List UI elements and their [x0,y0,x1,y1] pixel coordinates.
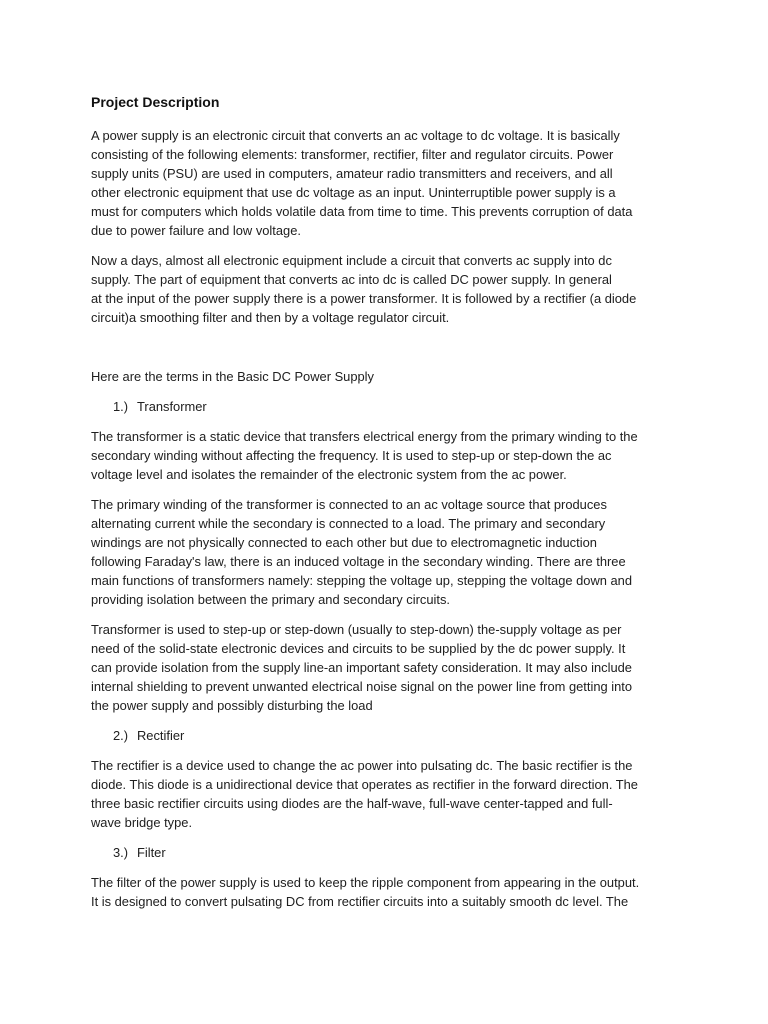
paragraph-line: Transformer is used to step-up or step-down (usually to step-down) the-supply voltage as per [91,622,622,637]
paragraph-line: need of the solid-state electronic devices and circuits to be supplied by the dc power supply. It [91,641,626,656]
paragraph-line: providing isolation between the primary and secondary circuits. [91,592,450,607]
paragraph-line: circuit)a smoothing filter and then by a voltage regulator circuit. [91,310,450,325]
paragraph-line: other electronic equipment that use dc voltage as an input. Uninterruptible power supply is a [91,185,616,200]
page-title: Project Description [91,94,220,110]
paragraph-line: the power supply and possibly disturbing the load [91,698,373,713]
list-item-label: Filter [137,845,166,860]
paragraph-line: It is designed to convert pulsating DC from rectifier circuits into a suitably smooth dc level. The [91,894,629,909]
paragraph-line: diode. This diode is a unidirectional device that operates as rectifier in the forward direction. The [91,777,638,792]
list-item-label: Transformer [137,399,207,414]
paragraph-line: consisting of the following elements: transformer, rectifier, filter and regulator circuits. Power [91,147,614,162]
paragraph-line: Here are the terms in the Basic DC Power Supply [91,369,374,384]
paragraph-line: internal shielding to prevent unwanted electrical noise signal on the power line from getting into [91,679,633,694]
list-item-label: Rectifier [137,728,185,743]
list-item-heading [91,843,691,862]
list-item-heading [91,726,691,745]
list-item-number: 3.) [113,845,129,860]
paragraph-line: must for computers which holds volatile data from time to time. This prevents corruption of data [91,204,633,219]
paragraph-line: following Faraday's law, there is an induced voltage in the secondary winding. There are three [91,554,626,569]
paragraph-line: The filter of the power supply is used to keep the ripple component from appearing in the output. [91,875,640,890]
paragraph-line: supply units (PSU) are used in computers, amateur radio transmitters and receivers, and all [91,166,613,181]
document-page [91,93,691,922]
paragraph-line: due to power failure and low voltage. [91,223,301,238]
paragraph-line: three basic rectifier circuits using diodes are the half-wave, full-wave center-tapped and full- [91,796,613,811]
paragraph [91,251,691,327]
paragraph-line: The primary winding of the transformer is connected to an ac voltage source that produces [91,497,607,512]
paragraph [91,427,691,484]
paragraph-line: The rectifier is a device used to change the ac power into pulsating dc. The basic rectifier is the [91,758,633,773]
document-body [91,126,691,911]
paragraph-line: windings are not physically connected to each other but due to electromagnetic induction [91,535,597,550]
paragraph-line: voltage level and isolates the remainder of the electronic system from the ac power. [91,467,567,482]
list-item-heading [91,397,691,416]
paragraph-line: supply. The part of equipment that converts ac into dc is called DC power supply. In general [91,272,612,287]
paragraph-line: Now a days, almost all electronic equipment include a circuit that converts ac supply into dc [91,253,612,268]
paragraph [91,756,691,832]
paragraph-line: wave bridge type. [91,815,193,830]
paragraph-line: The transformer is a static device that transfers electrical energy from the primary winding to the [91,429,638,444]
list-item-number: 1.) [113,399,129,414]
paragraph [91,126,691,240]
paragraph-line: can provide isolation from the supply line-an important safety consideration. It may also include [91,660,632,675]
paragraph [91,367,691,386]
paragraph [91,495,691,609]
paragraph-line: at the input of the power supply there is a power transformer. It is followed by a rectifier (a diode [91,291,637,306]
paragraph-line: main functions of transformers namely: stepping the voltage up, stepping the voltage down and [91,573,633,588]
paragraph [91,873,691,911]
paragraph-line: alternating current while the secondary is connected to a load. The primary and secondary [91,516,606,531]
paragraph [91,620,691,715]
paragraph-line: secondary winding without affecting the frequency. It is used to step-up or step-down the ac [91,448,612,463]
list-item-number: 2.) [113,728,129,743]
paragraph-line: A power supply is an electronic circuit that converts an ac voltage to dc voltage. It is basically [91,128,620,143]
